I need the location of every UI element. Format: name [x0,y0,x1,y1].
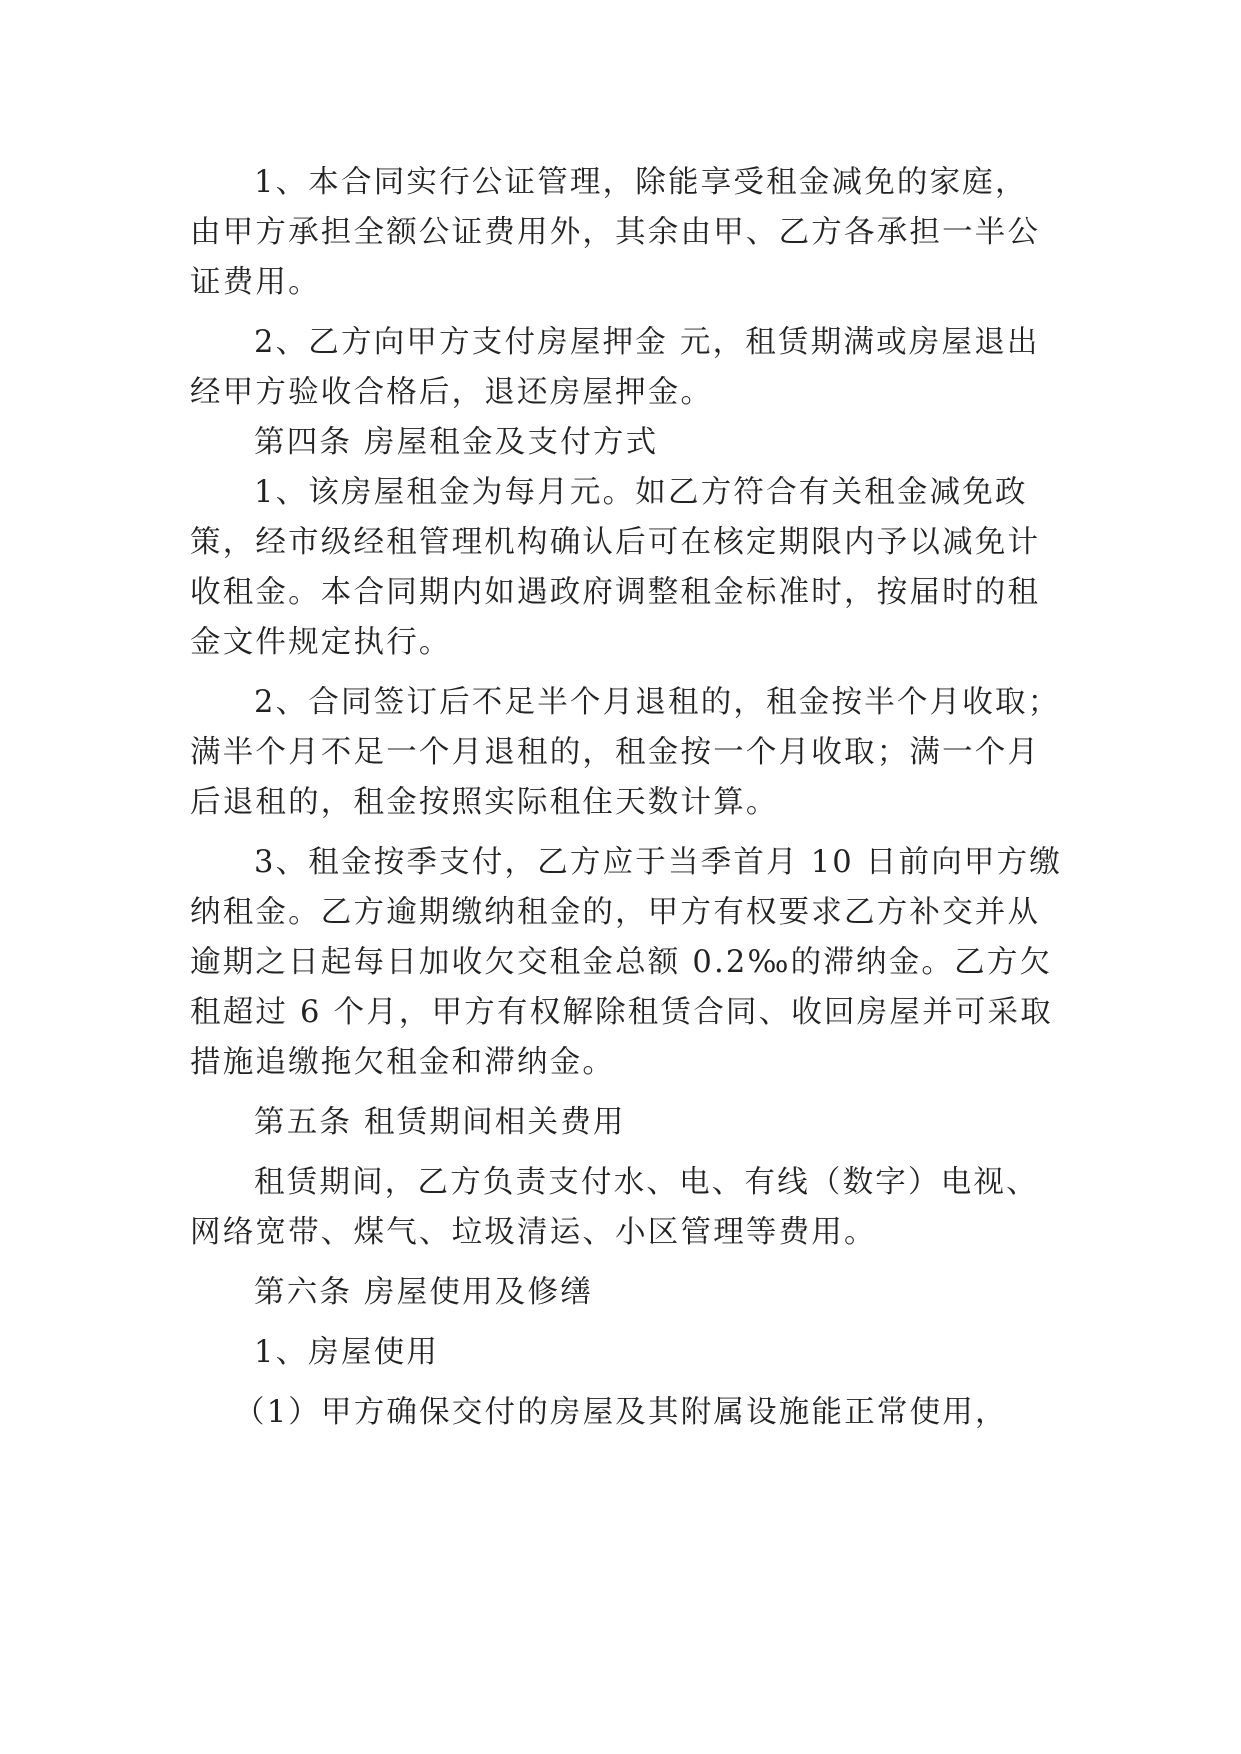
paragraph-line: 租赁期间，乙方负责支付水、电、有线（数字）电视、 [254,1165,1039,1200]
paragraph-line: 逾期之日起每日加收欠交租金总额 0.2‰的滞纳金。乙方欠 [190,945,1053,980]
paragraph-line: （1）甲方确保交付的房屋及其附属设施能正常使用， [234,1395,1008,1430]
paragraph-line: 经甲方验收合格后，退还房屋押金。 [190,375,714,410]
paragraph-line: 满半个月不足一个月退租的，租金按一个月收取；满一个月 [190,735,1041,770]
paragraph-line: 1、该房屋租金为每月元。如乙方符合有关租金减免政 [254,475,1028,510]
paragraph-line: 措施追缴拖欠租金和滞纳金。 [190,1045,616,1080]
paragraph-line: 2、乙方向甲方支付房屋押金 元，租赁期满或房屋退出 [254,325,1040,360]
paragraph-line: 收租金。本合同期内如遇政府调整租金标准时，按届时的租 [190,575,1041,610]
paragraph-line: 1、本合同实行公证管理，除能享受租金减免的家庭， [254,165,1028,200]
section-heading: 第五条 租赁期间相关费用 [254,1105,626,1140]
paragraph-line: 由甲方承担全额公证费用外，其余由甲、乙方各承担一半公 [190,215,1041,250]
paragraph-line: 网络宽带、煤气、垃圾清运、小区管理等费用。 [190,1215,877,1250]
paragraph-line: 2、合同签订后不足半个月退租的，租金按半个月收取； [254,685,1061,720]
paragraph-line: 后退租的，租金按照实际租住天数计算。 [190,785,779,820]
paragraph-line: 纳租金。乙方逾期缴纳租金的，甲方有权要求乙方补交并从 [190,895,1041,930]
paragraph-line: 金文件规定执行。 [190,625,452,660]
paragraph-line: 3、租金按季支付，乙方应于当季首月 10 日前向甲方缴 [254,845,1063,880]
section-heading: 第六条 房屋使用及修缮 [254,1275,593,1310]
paragraph-line: 租超过 6 个月，甲方有权解除租赁合同、收回房屋并可采取 [190,995,1053,1030]
paragraph-line: 证费用。 [190,265,321,300]
paragraph-line: 策，经市级经租管理机构确认后可在核定期限内予以减免计 [190,525,1041,560]
paragraph-line: 1、房屋使用 [254,1335,440,1370]
contract-text [190,158,1080,1438]
section-heading: 第四条 房屋租金及支付方式 [254,425,659,460]
